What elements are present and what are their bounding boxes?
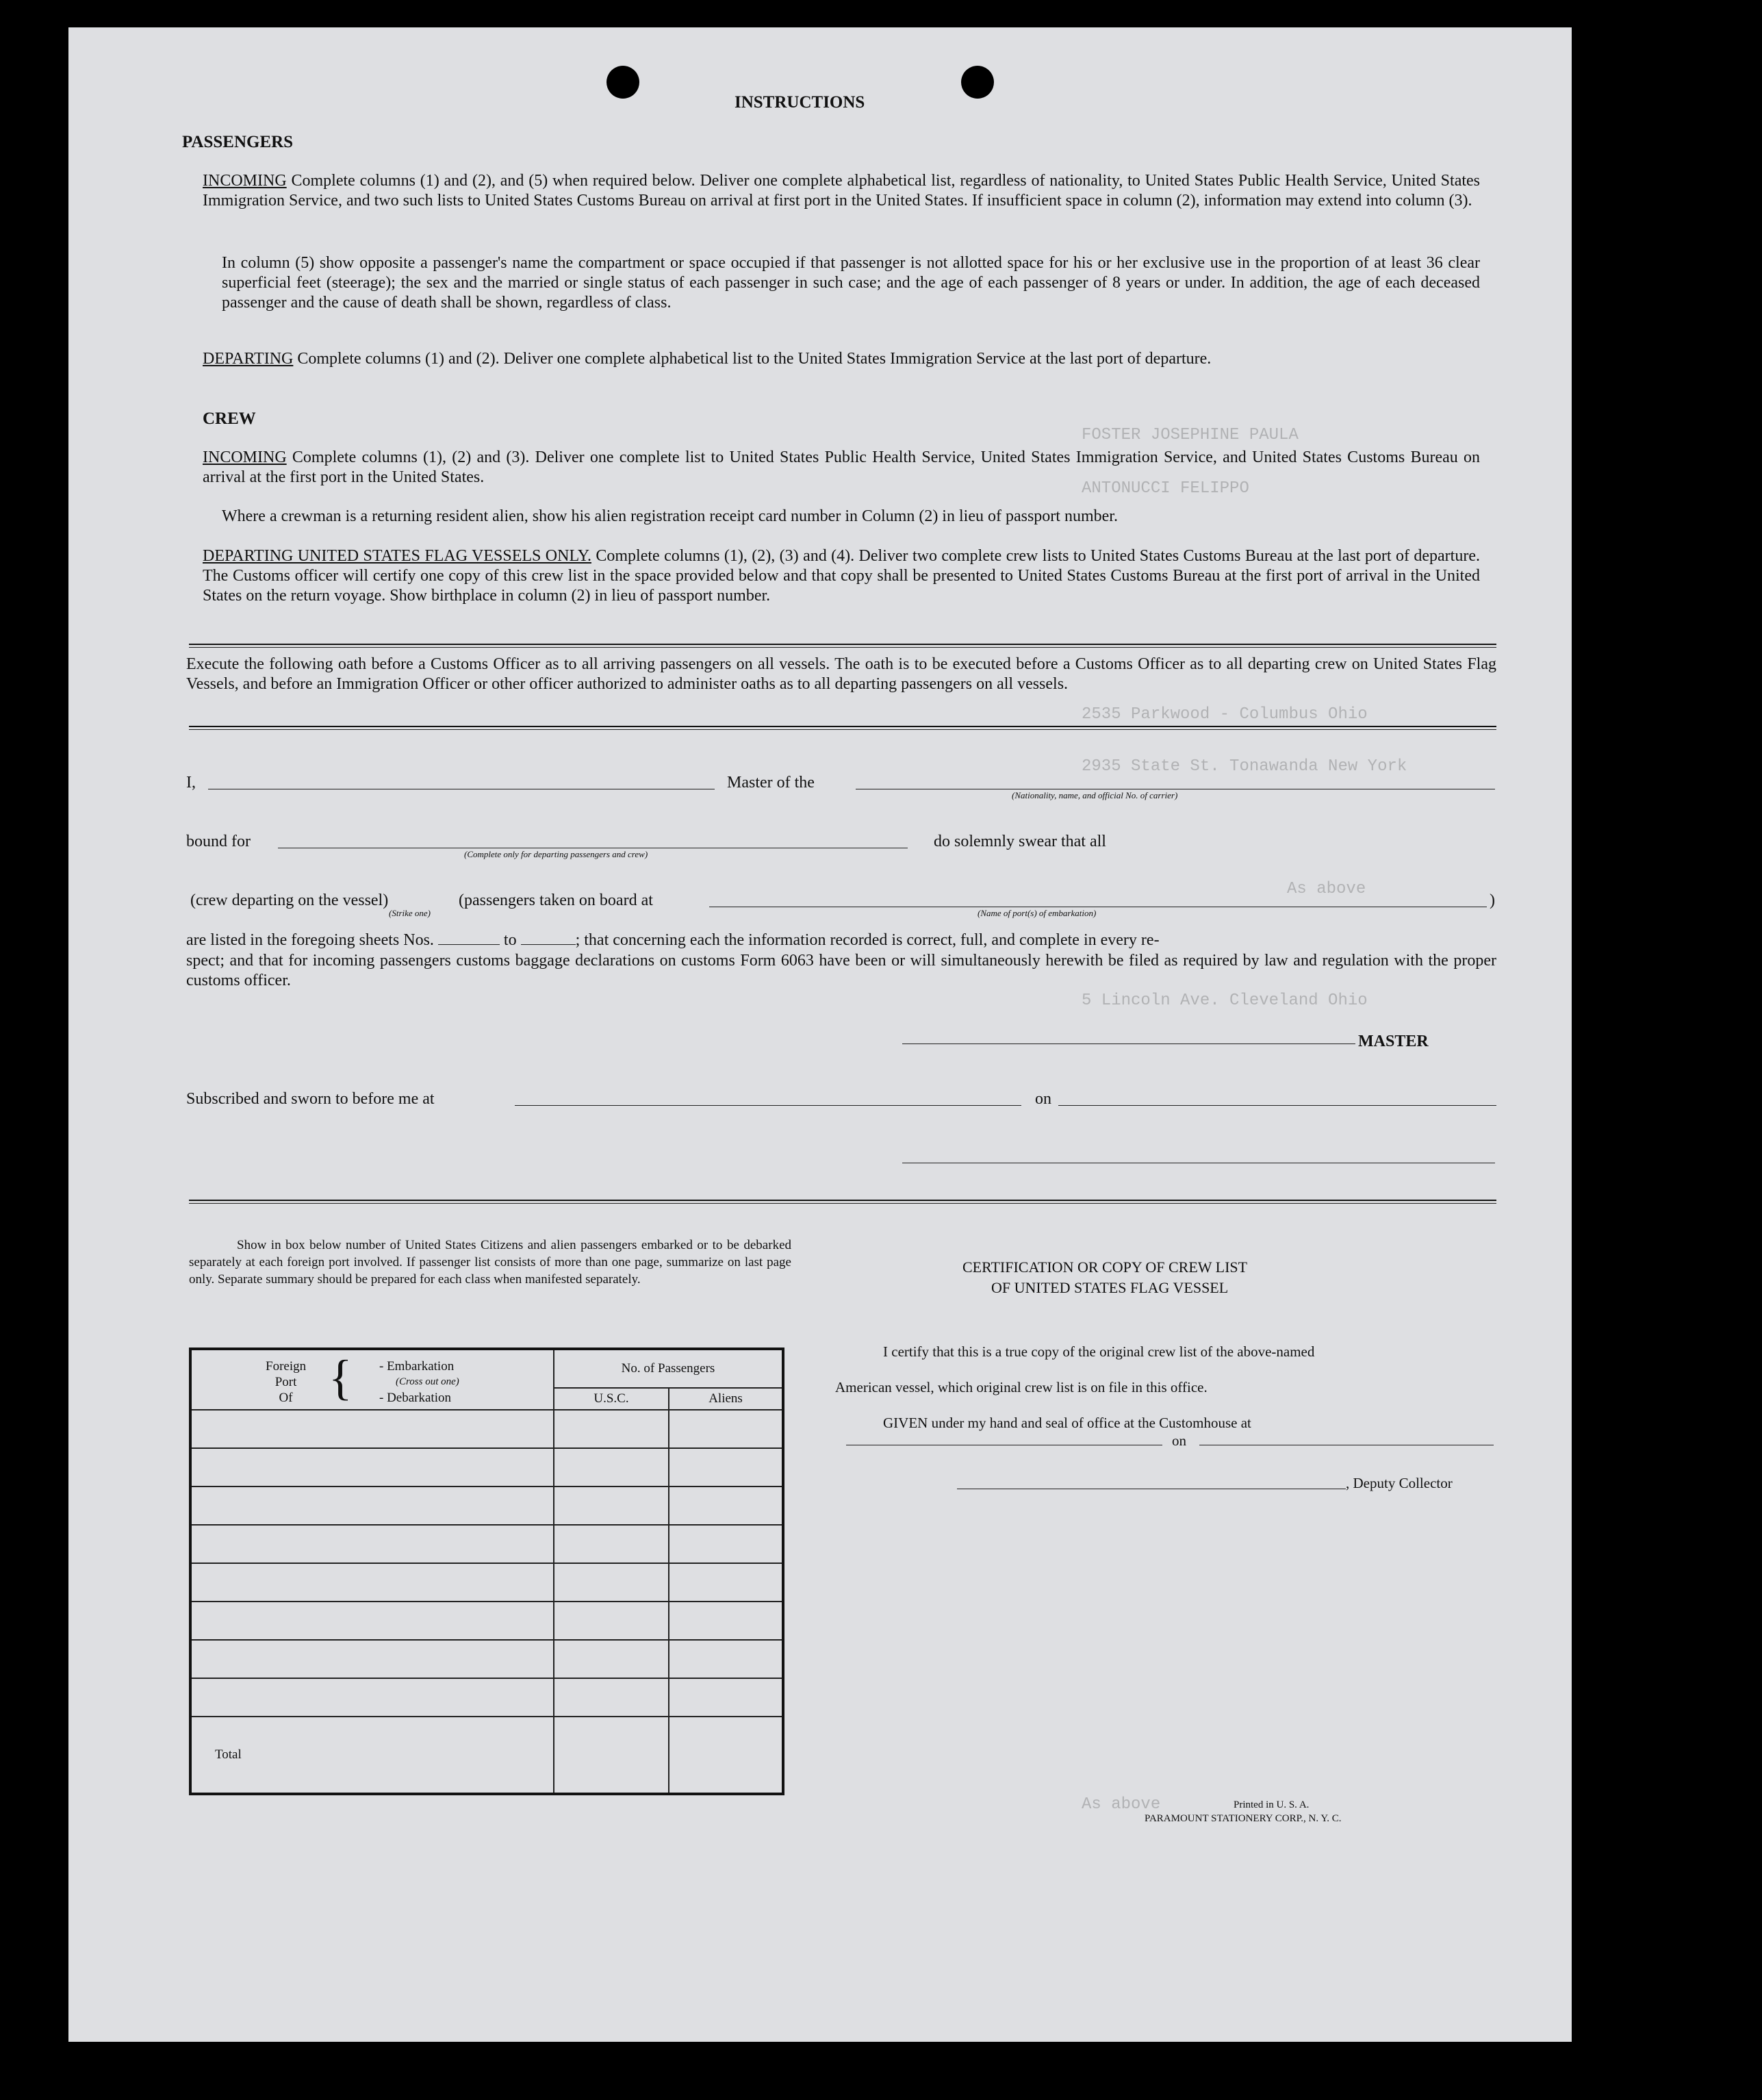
- passengers-incoming-paragraph: [203, 171, 1480, 211]
- bleed-line: As above: [1082, 1795, 1161, 1814]
- strike-one-caption: (Strike one): [389, 908, 431, 918]
- table-row: [190, 1448, 783, 1487]
- close-paren: ): [1490, 891, 1495, 909]
- port-cell[interactable]: [190, 1602, 554, 1640]
- passengers-departing-label: DEPARTING: [203, 350, 294, 368]
- foreign-label: Foreign: [266, 1359, 307, 1374]
- table-row: [190, 1487, 783, 1525]
- master-label: MASTER: [1358, 1033, 1429, 1050]
- port-cell[interactable]: [190, 1678, 554, 1717]
- crew-incoming-text: Complete columns (1), (2) and (3). Deliver one complete list to United States Public Health Service, United States Immigration Service, and United States Customs Bureau on arrival at the first port in the United States.: [203, 448, 1481, 486]
- ports-caption: (Name of port(s) of embarkation): [978, 908, 1097, 918]
- no-of-passengers-header: No. of Passengers: [554, 1349, 783, 1388]
- sworn-on-label: on: [1035, 1090, 1051, 1108]
- section-divider: [189, 1203, 1496, 1204]
- passenger-summary-table: [189, 1348, 784, 1795]
- total-label: Total: [190, 1717, 554, 1794]
- oath-rest-paragraph: spect; and that for incoming passengers customs baggage declarations on customs Form 6063 have been or will simultaneously herewith be filed as required by law and regulation with the proper customs officer.: [186, 952, 1496, 989]
- section-divider: [189, 647, 1496, 648]
- bleed-line: 5 Lincoln Ave. Cleveland Ohio: [1082, 991, 1368, 1010]
- brace: {: [329, 1350, 353, 1405]
- swear-label: do solemnly swear that all: [934, 833, 1106, 850]
- bound-for-label: bound for: [186, 833, 251, 850]
- usc-total-cell[interactable]: [554, 1717, 669, 1794]
- aliens-cell[interactable]: [669, 1602, 783, 1640]
- crew-incoming-label: INCOMING: [203, 448, 287, 466]
- crew-departing-paragraph: [203, 546, 1480, 606]
- table-row: [190, 1410, 783, 1448]
- punch-hole-left: [607, 66, 639, 99]
- section-divider: [189, 644, 1496, 645]
- embarkation-options: [379, 1358, 459, 1406]
- port-cell[interactable]: [190, 1448, 554, 1487]
- usc-header: U.S.C.: [554, 1388, 669, 1410]
- bleed-line: 2935 State St. Tonawanda New York: [1082, 757, 1407, 776]
- aliens-cell[interactable]: [669, 1525, 783, 1563]
- usc-cell[interactable]: [554, 1525, 669, 1563]
- table-row: [190, 1602, 783, 1640]
- port-cell[interactable]: [190, 1410, 554, 1448]
- certification-heading-2: OF UNITED STATES FLAG VESSEL: [991, 1279, 1229, 1296]
- listed-pre: are listed in the foregoing sheets Nos.: [186, 931, 434, 949]
- aliens-cell[interactable]: [669, 1640, 783, 1678]
- passengers-departing-text: Complete columns (1) and (2). Deliver one complete alphabetical list to the United States Immigration Service at the last port of departure.: [297, 350, 1212, 368]
- bleed-line: 2535 Parkwood - Columbus Ohio: [1082, 705, 1368, 724]
- master-signature-line[interactable]: [902, 1043, 1355, 1044]
- subscribed-label: Subscribed and sworn to before me at: [186, 1090, 435, 1108]
- port-cell[interactable]: [190, 1487, 554, 1525]
- sheet-to-blank[interactable]: [521, 944, 576, 945]
- section-divider: [189, 726, 1496, 727]
- sworn-date-line[interactable]: [1058, 1105, 1496, 1106]
- passengers-taken-option: (passengers taken on board at: [459, 891, 653, 909]
- of-label: Of: [279, 1391, 293, 1405]
- port-cell[interactable]: [190, 1525, 554, 1563]
- deputy-collector-label: , Deputy Collector: [1346, 1475, 1453, 1491]
- aliens-total-cell[interactable]: [669, 1717, 783, 1794]
- passengers-column5-paragraph: In column (5) show opposite a passenger's name the compartment or space occupied if that passenger is not allotted space for his or her exclusive use in the proportion of at least 36 clear superficial feet (steerage); the sex and the married or single status of each passenger in such case; and the age of each passenger of 8 years or under. In addition, the age of each deceased passenger and the cause of death shall be shown, regardless of class.: [222, 254, 1480, 312]
- bleed-line: ANTONUCCI FELIPPO: [1082, 479, 1249, 498]
- usc-cell[interactable]: [554, 1487, 669, 1525]
- certification-on-label: on: [1172, 1432, 1186, 1449]
- crew-departing-option: (crew departing on the vessel): [190, 891, 389, 909]
- page-title: INSTRUCTIONS: [735, 93, 865, 112]
- total-row: [190, 1717, 783, 1794]
- port-cell[interactable]: [190, 1640, 554, 1678]
- nationality-caption: (Nationality, name, and official No. of carrier): [1012, 790, 1178, 800]
- printer-line-2: PARAMOUNT STATIONERY CORP., N. Y. C.: [1145, 1813, 1342, 1824]
- sheet-from-blank[interactable]: [438, 944, 500, 945]
- aliens-cell[interactable]: [669, 1487, 783, 1525]
- punch-hole-right: [961, 66, 994, 99]
- crew-heading: CREW: [203, 409, 256, 428]
- certification-heading-1: CERTIFICATION OR COPY OF CREW LIST: [962, 1258, 1248, 1276]
- foreign-port-of: [266, 1358, 306, 1406]
- oath-i-label: I,: [186, 774, 196, 792]
- aliens-cell[interactable]: [669, 1448, 783, 1487]
- aliens-cell[interactable]: [669, 1678, 783, 1717]
- table-header-row: [190, 1349, 783, 1388]
- table-row: [190, 1563, 783, 1602]
- listed-line: [186, 931, 1160, 950]
- section-divider: [189, 1200, 1496, 1201]
- bleed-line: FOSTER JOSEPHINE PAULA: [1082, 426, 1299, 444]
- port-label: Port: [274, 1375, 297, 1389]
- crew-departing-text: Complete columns (1), (2), (3) and (4). Deliver two complete crew lists to United States Customs Bureau at the last port of departure. The Customs officer will certify one copy of this crew list in the space provided below and that copy shall be presented to United States Customs Bureau at the first port of arrival in the United States on the return voyage. Show birthplace in column (2) in lieu of passport number.: [203, 547, 1480, 605]
- bleed-line: As above: [1287, 880, 1366, 898]
- usc-cell[interactable]: [554, 1410, 669, 1448]
- embarkation-label: - Embarkation: [379, 1359, 455, 1374]
- listed-post: ; that concerning each the information recorded is correct, full, and complete in every re-: [575, 931, 1160, 949]
- aliens-cell[interactable]: [669, 1410, 783, 1448]
- given-line: GIVEN under my hand and seal of office at the Customhouse at: [883, 1415, 1251, 1431]
- table-row: [190, 1678, 783, 1717]
- passengers-incoming-label: INCOMING: [203, 172, 287, 190]
- printer-line-1: Printed in U. S. A.: [1234, 1799, 1310, 1810]
- crew-departing-label: DEPARTING UNITED STATES FLAG VESSELS ONLY.: [203, 547, 591, 565]
- summary-instructions: Show in box below number of United States Citizens and alien passengers embarked or to be debarked separately at each foreign port involved. If passenger list consists of more than one page, summarize on last page only. Separate summary should be prepared for each class when manifested separately.: [189, 1238, 791, 1287]
- passengers-departing-paragraph: [203, 349, 1480, 369]
- cross-out-caption: (Cross out one): [396, 1376, 459, 1387]
- oath-intro: Execute the following oath before a Customs Officer as to all arriving passengers on all vessels. The oath is to be executed before a Customs Officer as to all departing crew on United States Flag Vessels, and before an Immigration Officer or other officer authorized to administer oaths as to all departing passengers on all vessels.: [186, 655, 1496, 693]
- complete-caption: (Complete only for departing passengers and crew): [464, 849, 648, 859]
- certify-line-1: I certify that this is a true copy of the original crew list of the above-named: [883, 1343, 1315, 1360]
- aliens-cell[interactable]: [669, 1563, 783, 1602]
- document-page: [68, 27, 1572, 2042]
- port-cell[interactable]: [190, 1563, 554, 1602]
- table-row: [190, 1640, 783, 1678]
- listed-to: to: [503, 931, 517, 949]
- usc-cell[interactable]: [554, 1563, 669, 1602]
- table-row: [190, 1525, 783, 1563]
- passengers-incoming-text: Complete columns (1) and (2), and (5) when required below. Deliver one complete alphabetical list, regardless of nationality, to United States Public Health Service, United States Immigration Service, and two such lists to United States Customs Bureau on arrival at first port in the United States. If insufficient space in column (2), information may extend into column (3).: [203, 172, 1480, 210]
- crew-resident-paragraph: Where a crewman is a returning resident alien, show his alien registration receipt card number in Column (2) in lieu of passport number.: [222, 507, 1118, 525]
- passengers-heading: PASSENGERS: [182, 133, 294, 151]
- usc-cell[interactable]: [554, 1448, 669, 1487]
- section-divider: [189, 729, 1496, 730]
- aliens-header: Aliens: [669, 1388, 783, 1410]
- debarkation-label: - Debarkation: [379, 1391, 451, 1405]
- crew-incoming-paragraph: [203, 448, 1480, 488]
- usc-cell[interactable]: [554, 1678, 669, 1717]
- port-header-cell: [190, 1349, 554, 1410]
- master-of-the-label: Master of the: [727, 774, 815, 792]
- usc-cell[interactable]: [554, 1640, 669, 1678]
- sworn-place-line[interactable]: [515, 1105, 1021, 1106]
- certify-line-2: American vessel, which original crew list is on file in this office.: [835, 1379, 1208, 1395]
- usc-cell[interactable]: [554, 1602, 669, 1640]
